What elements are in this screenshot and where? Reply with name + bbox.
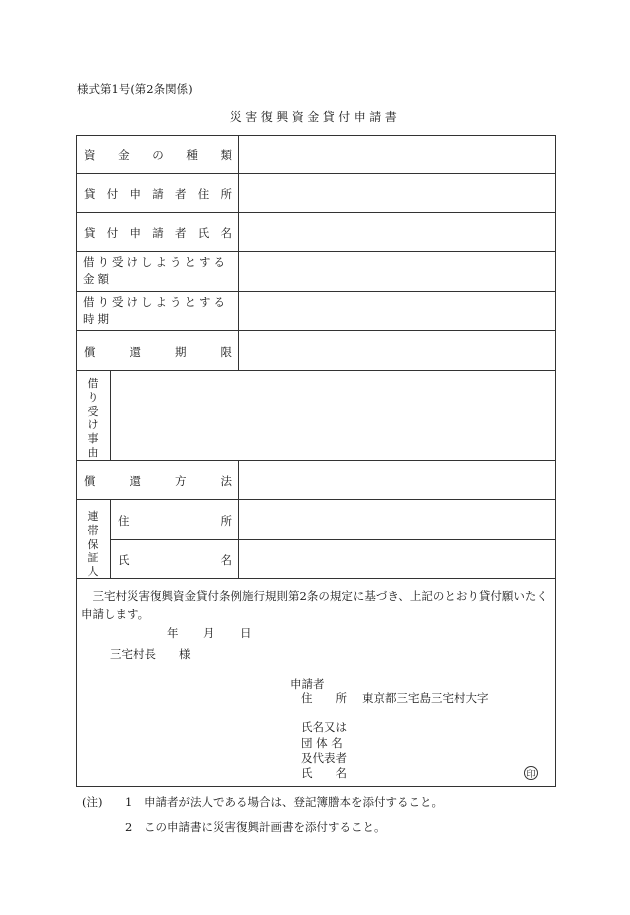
loan-reason-field[interactable]	[111, 371, 555, 460]
guarantor-address-field[interactable]	[239, 500, 555, 539]
loan-period-field[interactable]	[239, 292, 555, 330]
applicant-address-label: 住 所	[301, 691, 347, 705]
applicant-name-label-3: 及代表者	[301, 751, 347, 765]
applicant-name-label-1: 氏名又は	[301, 720, 347, 734]
applicant-address-field[interactable]	[239, 174, 555, 212]
label-applicant-name: 貸 付 申 請 者 氏 名	[84, 226, 232, 240]
form-number: 様式第1号(第2条関係)	[77, 82, 193, 96]
applicant-name-label-4: 氏 名	[301, 766, 347, 780]
repayment-method-field[interactable]	[239, 461, 555, 499]
note-2-text: この申請書に災害復興計画書を添付すること。	[144, 820, 386, 834]
label-guarantor-name: 氏 名	[118, 553, 232, 567]
label-fund-type: 資 金 の 種 類	[84, 148, 232, 162]
guarantor-name-field[interactable]	[239, 540, 555, 578]
note-prefix: (注)	[82, 795, 103, 809]
label-loan-amount: 借り受けしようとする金額	[83, 255, 228, 286]
declaration-text: 三宅村災害復興資金貸付条例施行規則第2条の規定に基づき、上記のとおり貸付願いたく申請します。	[81, 589, 548, 621]
date-year-label: 年	[167, 626, 179, 640]
label-repayment-deadline: 償 還 期 限	[84, 345, 232, 359]
loan-amount-field[interactable]	[239, 252, 555, 291]
row-divider	[76, 578, 556, 579]
addressee: 三宅村長 様	[110, 647, 191, 661]
applicant-heading: 申請者	[290, 677, 325, 691]
fund-type-field[interactable]	[239, 136, 555, 173]
label-guarantor-address: 住 所	[118, 514, 232, 528]
label-repayment-method: 償 還 方 法	[84, 474, 232, 488]
repayment-deadline-field[interactable]	[239, 331, 555, 370]
date-day-label: 日	[240, 626, 252, 640]
label-joint-guarantor: 連帯保証人	[87, 510, 99, 578]
label-loan-reason: 借り受け事由	[87, 377, 99, 459]
applicant-address-value: 東京都三宅島三宅村大字	[362, 691, 489, 705]
document-title: 災害復興資金貸付申請書	[229, 110, 401, 124]
column-divider	[110, 499, 111, 578]
label-applicant-address: 貸 付 申 請 者 住 所	[84, 187, 232, 201]
date-month-label: 月	[203, 626, 215, 640]
applicant-name-field[interactable]	[239, 213, 555, 251]
label-loan-period: 借り受けしようとする時期	[83, 295, 228, 326]
note-1-number: 1	[125, 795, 133, 809]
note-2-number: 2	[125, 820, 133, 834]
note-1-text: 申請者が法人である場合は、登記簿謄本を添付すること。	[144, 795, 443, 809]
seal-mark: 印	[524, 766, 538, 780]
applicant-name-label-2: 団 体 名	[301, 736, 343, 750]
